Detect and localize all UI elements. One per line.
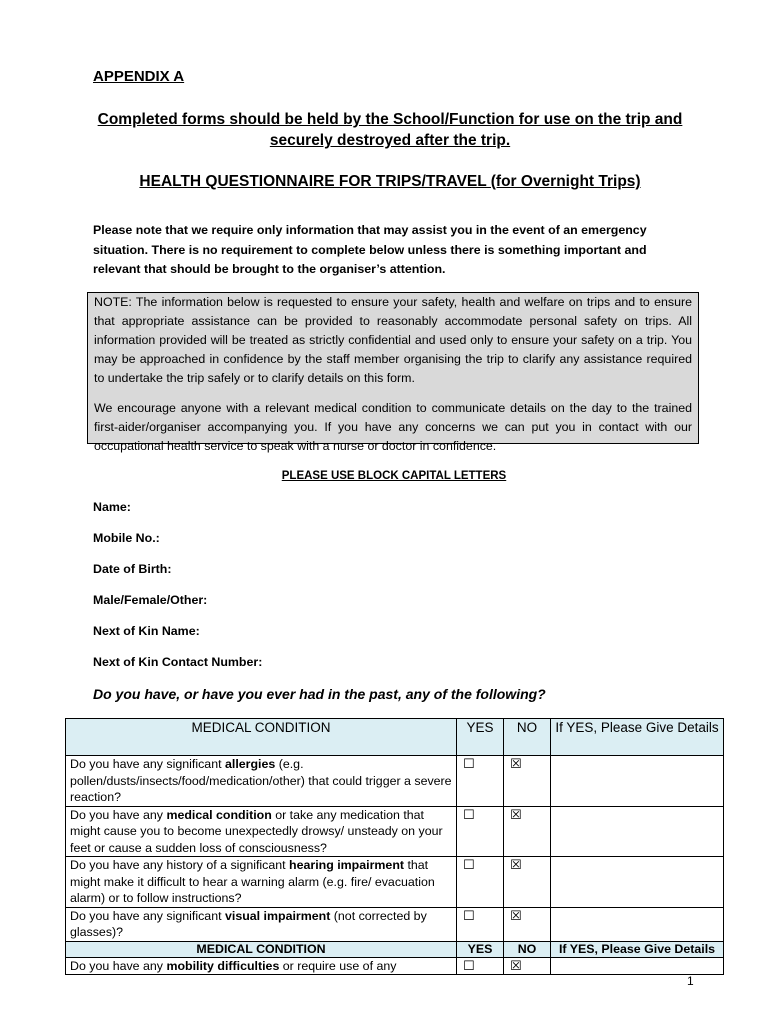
yes-checkbox[interactable]: ☐	[463, 857, 475, 872]
table-row	[66, 907, 724, 941]
note-box	[87, 292, 699, 453]
table-subheader-row	[66, 941, 724, 957]
retention-notice: Completed forms should be held by the School/Function for use on the trip and securely destroyed after the trip.	[97, 111, 683, 149]
yes-checkbox[interactable]: ☐	[463, 806, 475, 822]
condition-text: Do you have any medical condition or take any medication that might cause you to become unexpectedly drowsy/ unsteady on your feet or cause a sudden loss of consciousness?	[66, 806, 457, 857]
no-cell[interactable]	[504, 957, 551, 975]
medical-question: Do you have, or have you ever had in the past, any of the following?	[93, 686, 546, 702]
yes-cell[interactable]	[457, 907, 504, 941]
yes-cell[interactable]	[457, 806, 504, 857]
yes-cell[interactable]	[457, 756, 504, 807]
no-checkbox[interactable]: ☒	[510, 806, 522, 822]
details-cell[interactable]	[551, 756, 724, 807]
block-capitals-instruction: PLEASE USE BLOCK CAPITAL LETTERS	[281, 470, 507, 482]
table-row	[66, 756, 724, 807]
details-cell[interactable]	[551, 806, 724, 857]
table-row	[66, 806, 724, 857]
yes-cell[interactable]	[457, 857, 504, 908]
yes-checkbox[interactable]: ☐	[463, 756, 475, 771]
page-number: 1	[687, 974, 694, 988]
subheader-condition: MEDICAL CONDITION	[66, 941, 457, 957]
subheader-details: If YES, Please Give Details	[551, 941, 724, 957]
condition-text: Do you have any significant allergies (e.g. pollen/dusts/insects/food/medication/other) that could trigger a severe reaction?	[66, 756, 457, 807]
no-checkbox[interactable]: ☒	[510, 857, 522, 872]
condition-text: Do you have any history of a significant hearing impairment that might make it difficult to hear a warning alarm (e.g. fire/ evacuation alarm) or to follow instructions?	[66, 857, 457, 908]
appendix-heading: APPENDIX A	[93, 68, 185, 85]
medical-conditions-table	[65, 718, 724, 975]
details-cell[interactable]	[551, 857, 724, 908]
no-cell[interactable]	[504, 907, 551, 941]
header-details: If YES, Please Give Details	[551, 719, 724, 756]
kin-contact-field-label[interactable]: Next of Kin Contact Number:	[93, 655, 263, 669]
note-paragraph-1: NOTE: The information below is requested to ensure your safety, health and welfare on trips and to ensure that appropriate assistance can be provided to reasonably accommodate personal safety on trips. All information provided will be treated as strictly confidential and used only to ensure your safety on a trip. You may be approached in confidence by the staff member organising the trip to clarify any assistance required to undertake the trip safely or to clarify details on this form.	[94, 295, 692, 385]
no-cell[interactable]	[504, 756, 551, 807]
no-checkbox[interactable]: ☒	[510, 907, 522, 923]
dob-field-label[interactable]: Date of Birth:	[93, 562, 172, 576]
header-condition: MEDICAL CONDITION	[66, 719, 457, 756]
table-header-row	[66, 719, 724, 756]
header-yes: YES	[457, 719, 504, 756]
no-cell[interactable]	[504, 857, 551, 908]
table-row	[66, 957, 724, 975]
details-cell[interactable]	[551, 907, 724, 941]
subheader-yes: YES	[457, 941, 504, 957]
no-checkbox[interactable]: ☒	[510, 957, 522, 973]
header-no: NO	[504, 719, 551, 756]
yes-checkbox[interactable]: ☐	[463, 907, 475, 923]
details-cell[interactable]	[551, 957, 724, 975]
condition-text: Do you have any mobility difficulties or require use of any	[66, 957, 457, 975]
name-field-label[interactable]: Name:	[93, 500, 131, 514]
intro-paragraph: Please note that we require only information that may assist you in the event of an emergency situation. There is no requirement to complete below unless there is something important and relevant that should be brought to the organiser’s attention.	[93, 223, 647, 276]
no-checkbox[interactable]: ☒	[510, 756, 522, 771]
yes-checkbox[interactable]: ☐	[463, 957, 475, 973]
no-cell[interactable]	[504, 806, 551, 857]
gender-field-label[interactable]: Male/Female/Other:	[93, 593, 208, 607]
mobile-field-label[interactable]: Mobile No.:	[93, 531, 160, 545]
note-paragraph-2: We encourage anyone with a relevant medical condition to communicate details on the day to the trained first-aider/organiser accompanying you. If you have any concerns we can put you in contact with our occupational health service to speak with a nurse or doctor in confidence.	[94, 401, 692, 453]
subheader-no: NO	[504, 941, 551, 957]
kin-name-field-label[interactable]: Next of Kin Name:	[93, 624, 200, 638]
condition-text: Do you have any significant visual impairment (not corrected by glasses)?	[66, 907, 457, 941]
page-title: HEALTH QUESTIONNAIRE FOR TRIPS/TRAVEL (for Overnight Trips)	[139, 173, 641, 190]
table-row	[66, 857, 724, 908]
yes-cell[interactable]	[457, 957, 504, 975]
